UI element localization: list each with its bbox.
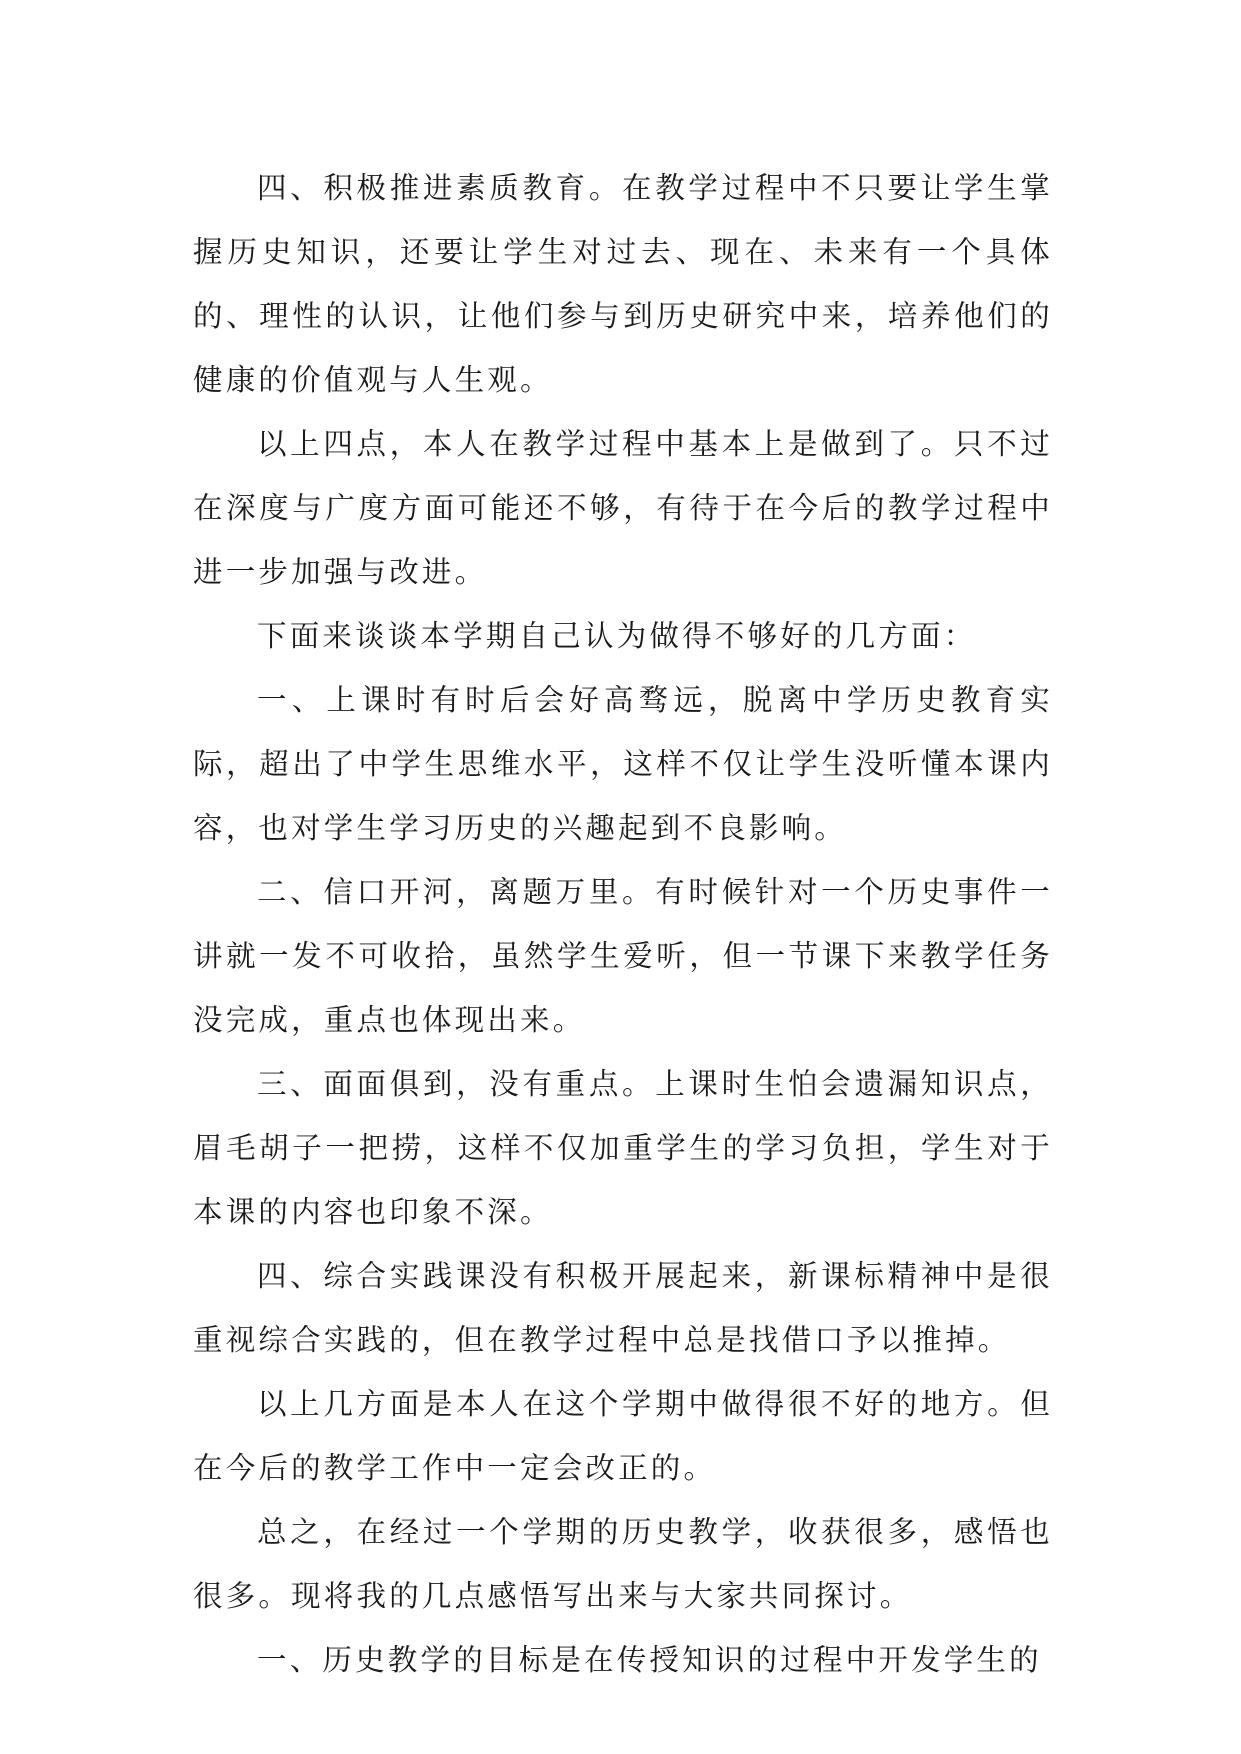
- paragraph-shortcoming-2: 二、信口开河，离题万里。有时候针对一个历史事件一讲就一发不可收拾，虽然学生爱听，但一节课下来教学任务没完成，重点也体现出来。: [193, 875, 1053, 1037]
- paragraph-shortcoming-1: 一、上课时有时后会好高骛远，脱离中学历史教育实际，超出了中学生思维水平，这样不仅让学生没听懂本课内容，也对学生学习历史的兴趣起到不良影响。: [193, 683, 1053, 845]
- paragraph-shortcoming-4: 四、综合实践课没有积极开展起来，新课标精神中是很重视综合实践的，但在教学过程中总是找借口予以推掉。: [193, 1259, 1053, 1357]
- paragraph-shortcomings-intro: 下面来谈谈本学期自己认为做得不够好的几方面：: [257, 619, 977, 653]
- paragraph-promote-quality-education: 四、积极推进素质教育。在教学过程中不只要让学生掌握历史知识，还要让学生对过去、现在、未来有一个具体的、理性的认识，让他们参与到历史研究中来，培养他们的健康的价值观与人生观。: [193, 171, 1053, 397]
- paragraph-shortcoming-3: 三、面面俱到，没有重点。上课时生怕会遗漏知识点，眉毛胡子一把捞，这样不仅加重学生的学习负担，学生对于本课的内容也印象不深。: [193, 1067, 1053, 1229]
- paragraph-four-points-summary: 以上四点，本人在教学过程中基本上是做到了。只不过在深度与广度方面可能还不够，有待于在今后的教学过程中进一步加强与改进。: [193, 427, 1053, 589]
- document-body: [193, 156, 1053, 1692]
- paragraph-insight-1: 一、历史教学的目标是在传授知识的过程中开发学生的: [257, 1643, 1042, 1677]
- paragraph-shortcomings-summary: 以上几方面是本人在这个学期中做得很不好的地方。但在今后的教学工作中一定会改正的。: [193, 1387, 1053, 1485]
- paragraph-conclusion: 总之，在经过一个学期的历史教学，收获很多，感悟也很多。现将我的几点感悟写出来与大家共同探讨。: [193, 1515, 1053, 1613]
